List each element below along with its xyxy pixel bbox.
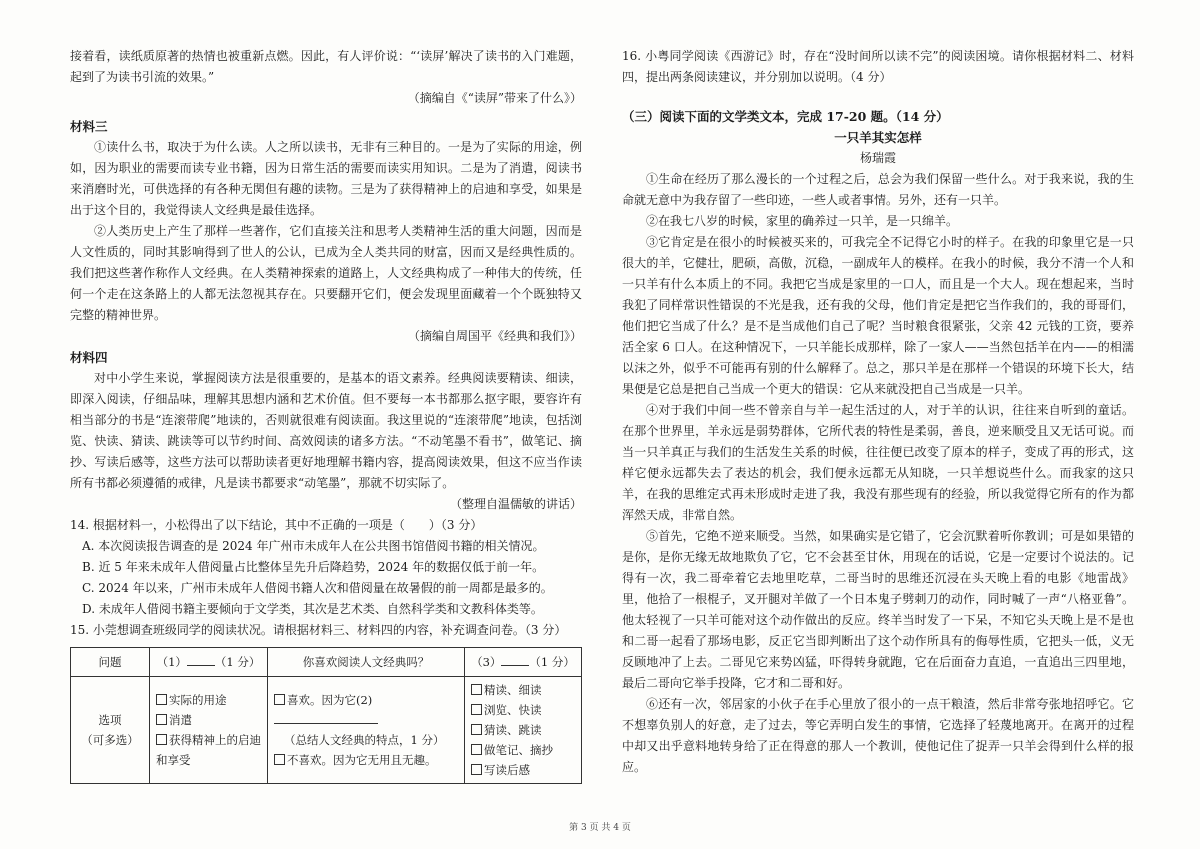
question-14: 14. 根据材料一，小松得出了以下结论，其中不正确的一项是（ ）（3 分） xyxy=(70,518,483,532)
question-14-option-b: B. 近 5 年来未成年人借阅量占比整体呈先升后降趋势，2024 年的数据仅低于前一年。 xyxy=(82,560,545,574)
checkbox[interactable] xyxy=(156,694,167,705)
option-method[interactable]: 做笔记、摘抄 xyxy=(471,740,575,760)
source-note-3: （整理自温儒敏的讲话） xyxy=(449,497,582,511)
option-purpose[interactable]: 消遣 xyxy=(156,710,261,730)
story-para-6: ⑥还有一次，邻居家的小伙子在手心里放了很小的一点干粮渣，然后非常夸张地招呼它。它不想辜负别人的好意，走了过去，等它弄明白发生的事情，它选择了轻蔑地离开。在离开的过程中却又出乎意料地转身给了正在得意的那人一个教训，使他记住了捉弄一只羊会得到什么样的报应。 xyxy=(622,697,1134,774)
checkbox[interactable] xyxy=(471,724,482,735)
table-header-issue: 问题 xyxy=(71,648,150,677)
story-title: 一只羊其实怎样 xyxy=(834,130,922,145)
checkbox[interactable] xyxy=(471,764,482,775)
option-like-note: （总结人文经典的特点，1 分） xyxy=(284,733,445,747)
checkbox[interactable] xyxy=(471,684,482,695)
section-3-heading: （三）阅读下面的文学类文本，完成 17-20 题。（14 分） xyxy=(622,109,949,124)
source-note-2: （摘编自周国平《经典和我们》） xyxy=(407,329,582,343)
survey-table xyxy=(70,647,582,784)
checkbox[interactable] xyxy=(471,744,482,755)
story-para-5: ⑤首先，它绝不逆来顺受。当然，如果确实是它错了，它会沉默着听你教训；可是如果错的是你，是你无缘无故地欺负了它，它不会甚至甘休，用现在的话说，它是一定要讨个说法的。记得有一次，我二哥牵着它去地里吃草，二哥当时的思维还沉浸在头天晚上看的电影《地雷战》里，他拾了一根棍子，叉开腿对羊做了一个日本鬼子劈刺刀的动作，同时喊了一声“八格亚鲁”。他太轻视了一只羊可能对这个动作做出的反应。终羊当时发了一下呆，不知它头天晚上是不是也和二哥一起看了那场电影，反正它当即判断出了这个动作所具有的侮辱性质，它把头一低，义无反顾地冲了上去。二哥见它来势凶猛，吓得转身就跑，它在后面奋力直追，一直追出三四里地，最后二哥向它举手投降，它才和二哥和好。 xyxy=(622,529,1134,690)
table-header-1: （1） （1 分） xyxy=(150,648,268,677)
source-note-1: （摘编自《“读屏”带来了什么》） xyxy=(407,91,582,105)
options-col-3 xyxy=(465,677,582,784)
material3-title: 材料三 xyxy=(70,119,108,134)
story-para-1: ①生命在经历了那么漫长的一个过程之后，总会为我们保留一些什么。对于我来说，我的生命就无意中为我存留了一些印迹，一些人或者事情。另外，还有一只羊。 xyxy=(622,172,1134,207)
option-method[interactable]: 精读、细读 xyxy=(471,680,575,700)
question-16: 16. 小粤同学阅读《西游记》时，存在“没时间所以读不完”的阅读困境。请你根据材料二、材料四，提出两条阅读建议，并分别加以说明。（4 分） xyxy=(622,49,1134,84)
checkbox[interactable] xyxy=(274,754,285,765)
option-method[interactable]: 写读后感 xyxy=(471,760,575,780)
checkbox[interactable] xyxy=(156,734,167,745)
checkbox[interactable] xyxy=(471,704,482,715)
options-col-2 xyxy=(268,677,465,784)
material3-para-1: ①读什么书，取决于为什么读。人之所以读书，无非有三种目的。一是为了实际的用途，例如，因为职业的需要而读专业书籍，因为日常生活的需要而读实用知识。二是为了消遣，阅读书来消磨时光，可供选择的有各种无関但有趣的读物。三是为了获得精神上的启迪和享受，如果是出于这个目的，我觉得读人文经典是最佳选择。 xyxy=(70,140,582,217)
page-footer: 第 3 页 共 4 页 xyxy=(569,823,631,833)
option-dislike[interactable]: 不喜欢。因为它无用且无趣。 xyxy=(274,750,458,770)
row-note: （可多选） xyxy=(81,733,139,747)
option-like[interactable]: 喜欢。因为它(2) xyxy=(274,690,458,730)
right-column xyxy=(622,46,1134,778)
material4-title: 材料四 xyxy=(70,350,108,365)
option-purpose[interactable]: 获得精神上的启迪和享受 xyxy=(156,733,261,767)
options-col-1 xyxy=(150,677,268,784)
blank-2[interactable] xyxy=(274,723,378,724)
story-para-4: ④对于我们中间一些不曾亲自与羊一起生活过的人，对于羊的认识，往往来自听到的童话。在那个世界里，羊永远是弱势群体，它所代表的特性是柔弱，善良，逆来顺受且又无话可说。而当一只羊真正与我们的生活发生关系的时候，往往便已改变了原本的样子，变成了再的形式，这样它便永远都失去了表达的机会，我们便永远都无从知晓，一只羊想说些什么。而我家的这只羊，在我的思维定式再未形成时走进了我，我没有那些现有的经验，所以我觉得它所有的作为都浑然天成，非常自然。 xyxy=(622,403,1134,522)
option-purpose[interactable]: 实际的用途 xyxy=(156,690,261,710)
question-15: 15. 小莞想调查班级同学的阅读状况。请根据材料三、材料四的内容，补充调查问卷。（3 分） xyxy=(70,623,567,637)
checkbox[interactable] xyxy=(274,694,285,705)
question-14-option-c: C. 2024 年以来，广州市未成年人借阅书籍人次和借阅量在故暑假的前一周都是最多的。 xyxy=(82,581,553,595)
blank-3[interactable] xyxy=(501,665,529,666)
material4-para-1: 对中小学生来说，掌握阅读方法是很重要的，是基本的语文素养。经典阅读要精读、细读，即深入阅读，仔细品味，理解其思想内涵和艺术价值。但不要每一本书都那么抠字眼，要容许有相当部分的书是“连滚带爬”地读的，否则就很难有阅读面。我这里说的“连滚带爬”地读，包括浏览、快读、猜读、跳读等可以节约时间、高效阅读的诸多方法。“不动笔墨不看书”，做笔记、摘抄、写读后感等，这些方法可以帮助读者更好地理解书籍内容，提高阅读效果，但这不应当作读所有书都必须遵循的戒律，凡是读书都要求“动笔墨”，那就不切实际了。 xyxy=(70,371,582,490)
material3-para-2: ②人类历史上产生了那样一些著作，它们直接关注和思考人类精神生活的重大问题，因而是人文性质的，同时其影响得到了世人的公认，已成为全人类共同的财富，因而又是经典性质的。我们把这些著作称作人文经典。在人类精神探索的道路上，人文经典构成了一种伟大的传统，任何一个走在这条路上的人都无法忽视其存在。只要翻开它们，便会发现里面藏着一个个既独特又完整的精神世界。 xyxy=(70,224,582,322)
story-para-2: ②在我七八岁的时候，家里的确养过一只羊，是一只绵羊。 xyxy=(646,214,959,228)
story-para-3: ③它肯定是在很小的时候被买来的，可我完全不记得它小时的样子。在我的印象里它是一只很大的羊，它健壮，肥硕，高傲，沉稳，一副成年人的模样。在我小的时候，我分不清一个人和一只羊有什么本质上的不同。我把它当成是家里的一口人，而且是一个大人。现在想起来，当时我犯了同样常识性错误的不光是我，还有我的父母，他们肯定是把它当作我们的，我的哥哥们，他们把它当成了什么？是不是当成他们自己了呢？当时粮食很紧张，父亲 42 元钱的工资，要养活全家 6 口人。在这种情况下，一只羊能长成那样，除了一家人——当然包括羊在内——的相濡以沫之外，似乎不可能再有别的什么解释了。总之，那只羊是在那样一个错误的环境下长大，结果便是它总是把自己当成一个更大的错误：它从来就没把自己当成是一只羊。 xyxy=(622,235,1134,396)
question-14-option-a: A. 本次阅读报告调查的是 2024 年广州市未成年人在公共图书馆借阅书籍的相关情况。 xyxy=(82,539,545,553)
table-header-3: （3） （1 分） xyxy=(465,648,582,677)
question-14-option-d: D. 未成年人借阅书籍主要倾向于文学类，其次是艺术类、自然科学类和文教科体类等。 xyxy=(82,602,543,616)
checkbox[interactable] xyxy=(156,714,167,725)
left-column xyxy=(70,46,582,784)
story-author: 杨瑞霞 xyxy=(859,151,896,165)
blank-1[interactable] xyxy=(187,665,215,666)
row-label: 选项 xyxy=(98,713,122,727)
row-label-cell xyxy=(71,677,150,784)
option-method[interactable]: 猜读、跳读 xyxy=(471,720,575,740)
material2-tail: 接着看，读纸质原著的热情也被重新点燃。因此，有人评价说：“‘读屏’解决了读书的入门难题，起到了为读书引流的效果。” xyxy=(70,49,582,84)
option-method[interactable]: 浏览、快读 xyxy=(471,700,575,720)
table-header-2: 你喜欢阅读人文经典吗？ xyxy=(268,648,465,677)
